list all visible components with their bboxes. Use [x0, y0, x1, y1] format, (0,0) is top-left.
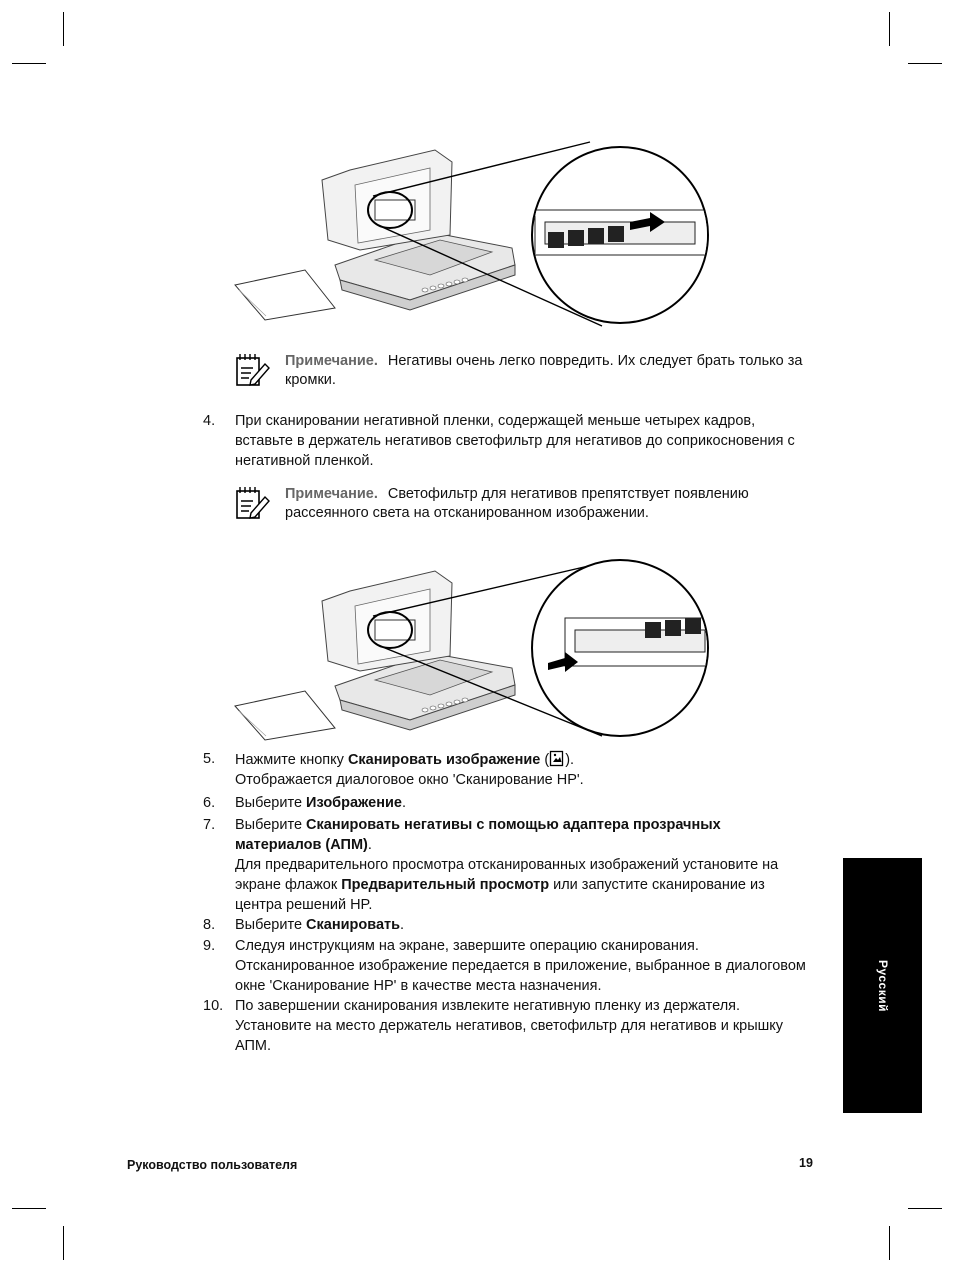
note-label: Примечание. — [285, 353, 378, 369]
note-text: Негативы очень легко повредить. Их следует брать только за кромки. — [285, 353, 803, 388]
note-pencil-icon — [235, 485, 271, 521]
step-text: Следуя инструкциям на экране, завершите операцию сканирования. — [235, 938, 699, 954]
menu-name: Изображение — [306, 795, 402, 811]
note-1 — [235, 352, 810, 390]
step-text: ( — [540, 752, 550, 768]
step-text: Выберите — [235, 817, 307, 833]
step-text: Выберите — [235, 795, 307, 811]
step-text: Отображается диалоговое окно 'Сканирование HP'. — [235, 772, 584, 788]
step-text: Отсканированное изображение передается в приложение, выбранное в диалоговом окне 'Сканирование HP' в качестве места назначения. — [235, 958, 806, 994]
step-text: Нажмите кнопку — [235, 752, 348, 768]
step-number: 5. — [203, 751, 216, 767]
crop-mark — [12, 1208, 46, 1209]
crop-mark — [889, 1226, 890, 1260]
crop-mark — [908, 63, 942, 64]
language-tab — [843, 858, 922, 1113]
scanner-illustration-1 — [230, 140, 720, 340]
crop-mark — [63, 12, 64, 46]
crop-mark — [889, 12, 890, 46]
button-name: Сканировать изображение — [347, 752, 541, 768]
step-text: . — [367, 837, 372, 853]
step-number: 6. — [203, 795, 216, 811]
step-text: По завершении сканирования извлеките негативную пленку из держателя. Установите на место держатель негативов, светофильтр для негативов и крышку АПМ. — [235, 998, 784, 1054]
step-text: Выберите — [235, 917, 307, 933]
step-number: 10. — [203, 998, 224, 1014]
scan-image-icon — [549, 750, 565, 767]
checkbox-name: Предварительный просмотр — [341, 877, 550, 893]
scanner-illustration-2 — [230, 558, 720, 748]
step-number: 7. — [203, 817, 216, 833]
note-2 — [235, 485, 810, 523]
step-text: . — [400, 917, 405, 933]
page-number: 19 — [799, 1156, 813, 1170]
button-name: Сканировать — [306, 917, 401, 933]
step-text: или запустите сканирование из центра решений HP. — [235, 877, 765, 913]
note-text: Светофильтр для негативов препятствует появлению рассеянного света на отсканированном изображении. — [285, 486, 749, 521]
footer-title: Руководство пользователя — [127, 1158, 298, 1172]
crop-mark — [63, 1226, 64, 1260]
crop-mark — [908, 1208, 942, 1209]
step-text: Для предварительного просмотра отсканированных изображений установите на экране флажок — [235, 857, 779, 893]
option-name: Сканировать негативы с помощью адаптера прозрачных материалов (АПМ) — [235, 817, 721, 853]
step-number: 4. — [203, 413, 216, 429]
step-text: ). — [565, 752, 575, 768]
step-text: . — [401, 795, 406, 811]
step-number: 8. — [203, 917, 216, 933]
note-label: Примечание. — [285, 486, 378, 502]
crop-mark — [12, 63, 46, 64]
language-tab-label: Русский — [875, 959, 890, 1012]
step-number: 9. — [203, 938, 216, 954]
note-pencil-icon — [235, 352, 271, 388]
step-text: При сканировании негативной пленки, содержащей меньше четырех кадров, вставьте в держатель негативов светофильтр для негативов до соприкосновения с негативной пленкой. — [235, 413, 795, 469]
